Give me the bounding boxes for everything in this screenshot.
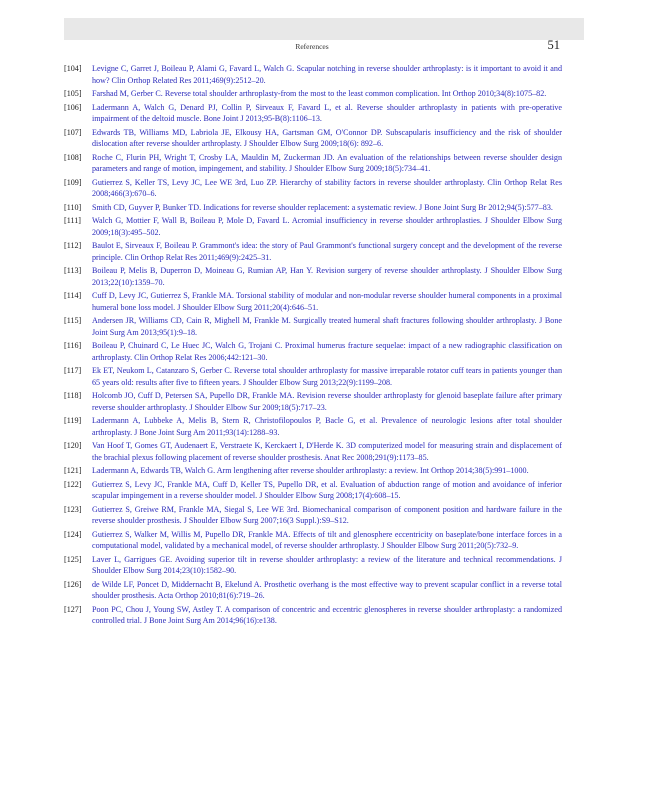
reference-entry — [64, 390, 562, 413]
reference-citation-link[interactable]: Andersen JR, Williams CD, Cain R, Mighell M, Frankle M. Surgically treated humeral shaft fractures following shoulder arthroplasty. J Bone Joint Surg Am 2013;95(1):9–18. — [92, 316, 562, 337]
reference-entry — [64, 152, 562, 175]
reference-number: [121] — [64, 466, 82, 475]
reference-number: [120] — [64, 441, 82, 450]
reference-number: [107] — [64, 127, 82, 137]
reference-entry — [64, 63, 562, 86]
reference-entry — [64, 315, 562, 338]
reference-citation-link[interactable]: Ladermann A, Edwards TB, Walch G. Arm lengthening after reverse shoulder arthroplasty: a review. Int Orthop 2014;38(5):991–1000. — [92, 466, 529, 475]
reference-entry — [64, 529, 562, 552]
reference-citation-link[interactable]: Gutierrez S, Greiwe RM, Frankle MA, Siegal S, Lee WE 3rd. Biomechanical comparison of component position and hardware failure in the reverse shoulder prosthesis. J Shoulder Elbow Surg 2007;16(3 Suppl.):S9–S12. — [92, 504, 562, 525]
reference-number: [125] — [64, 554, 82, 564]
reference-entry — [64, 340, 562, 363]
reference-entry — [64, 88, 562, 100]
reference-citation-link[interactable]: Cuff D, Levy JC, Gutierrez S, Frankle MA. Torsional stability of modular and non-modular reverse shoulder humeral components in a proximal humeral bone loss model. J Shoulder Elbow Surg 2011;20(4):646–51. — [92, 291, 562, 312]
reference-citation-link[interactable]: Boileau P, Chuinard C, Le Huec JC, Walch G, Trojani C. Proximal humerus fracture sequelae: impact of a new radiographic classification on arthroplasty. Clin Orthop Relat Res 2006;442:121–30. — [92, 341, 562, 362]
section-title: References — [295, 42, 329, 51]
reference-number: [112] — [64, 241, 82, 250]
reference-citation-link[interactable]: Gutierrez S, Levy JC, Frankle MA, Cuff D, Keller TS, Pupello DR, et al. Evaluation of abduction range of motion and avoidance of inferior scapular impingement in a reverse shoulder model. J Shoulder Elbow Surg 2008;17(4):608–15. — [92, 479, 562, 500]
reference-citation-link[interactable]: Levigne C, Garret J, Boileau P, Alami G, Favard L, Walch G. Scapular notching in reverse shoulder arthroplasty: is it important to avoid it and how? Clin Orthop Related Res 2011;469(9):2512–20. — [92, 64, 562, 85]
reference-entry — [64, 127, 562, 150]
reference-entry — [64, 202, 562, 214]
page-number: 51 — [547, 38, 560, 52]
reference-number: [124] — [64, 529, 82, 539]
reference-entry — [64, 415, 562, 438]
reference-entry — [64, 290, 562, 313]
reference-number: [114] — [64, 291, 82, 300]
reference-citation-link[interactable]: de Wilde LF, Poncet D, Middernacht B, Ekelund A. Prosthetic overhang is the most effective way to prevent scapular conflict in a reverse total shoulder prosthesis. Acta Orthop 2010;81(6):719–26. — [92, 579, 562, 600]
reference-number: [122] — [64, 479, 82, 489]
reference-number: [106] — [64, 102, 82, 112]
reference-citation-link[interactable]: Edwards TB, Williams MD, Labriola JE, Elkousy HA, Gartsman GM, O'Connor DP. Subscapularis insufficiency and the risk of shoulder dislocation after reverse shoulder arthroplasty. J Shoulder Elbow Surg 2009;18(6): 892–6. — [92, 127, 562, 148]
reference-citation-link[interactable]: Gutierrez S, Keller TS, Levy JC, Lee WE 3rd, Luo ZP. Hierarchy of stability factors in reverse shoulder arthroplasty. Clin Orthop Relat Res 2008;466(3):670–6. — [92, 177, 562, 198]
reference-number: [110] — [64, 202, 82, 212]
reference-entry — [64, 440, 562, 463]
reference-number: [111] — [64, 216, 81, 225]
reference-entry — [64, 465, 562, 477]
page-header — [64, 38, 560, 54]
reference-number: [105] — [64, 89, 82, 98]
reference-number: [108] — [64, 152, 82, 162]
reference-number: [113] — [64, 266, 82, 275]
reference-entry — [64, 479, 562, 502]
reference-number: [119] — [64, 416, 82, 425]
reference-citation-link[interactable]: Roche C, Flurin PH, Wright T, Crosby LA, Mauldin M, Zuckerman JD. An evaluation of the relationships between reverse shoulder design parameters and range of motion, impingement, and stability. J Shoulder Elbow Surg 2009;18(5):734–41. — [92, 152, 562, 173]
reference-citation-link[interactable]: Ladermann A, Lubbeke A, Melis B, Stern R, Christofilopoulos P, Bacle G, et al. Prevalence of neurologic lesions after total shoulder arthroplasty. J Bone Joint Surg Am 2011;93(14):1288–93. — [92, 416, 562, 437]
reference-list — [64, 63, 562, 629]
reference-number: [117] — [64, 366, 82, 375]
reference-citation-link[interactable]: Holcomb JO, Cuff D, Petersen SA, Pupello DR, Frankle MA. Revision reverse shoulder arthroplasty for glenoid baseplate failure after primary reverse shoulder arthroplasty. J Shoulder Elbow Sur 2009;18(5):717–23. — [92, 391, 562, 412]
reference-entry — [64, 215, 562, 238]
reference-citation-link[interactable]: Smith CD, Guyver P, Bunker TD. Indications for reverse shoulder replacement: a systematic review. J Bone Joint Surg Br 2012;94(5):577–83. — [92, 202, 553, 212]
reference-entry — [64, 365, 562, 388]
reference-number: [127] — [64, 604, 82, 614]
reference-entry — [64, 554, 562, 577]
reference-entry — [64, 102, 562, 125]
reference-entry — [64, 177, 562, 200]
reference-number: [116] — [64, 341, 82, 350]
reference-citation-link[interactable]: Ek ET, Neukom L, Catanzaro S, Gerber C. Reverse total shoulder arthroplasty for massive irreparable rotator cuff tears in patients younger than 65 years old: results after five to fifteen years. J Shoulder Elbow Surg 2013;22(9):1199–208. — [92, 366, 562, 387]
reference-number: [104] — [64, 64, 82, 73]
reference-number: [118] — [64, 391, 82, 400]
reference-entry — [64, 240, 562, 263]
reference-number: [126] — [64, 579, 82, 589]
header-band — [64, 18, 584, 40]
reference-entry — [64, 504, 562, 527]
reference-citation-link[interactable]: Ladermann A, Walch G, Denard PJ, Collin P, Sirveaux F, Favard L, et al. Reverse shoulder arthroplasty in patients with pre-operative impairment of the deltoid muscle. Bone Joint J 2013;95-B(8):1106–13. — [92, 102, 562, 123]
reference-entry — [64, 604, 562, 627]
reference-citation-link[interactable]: Baulot E, Sirveaux F, Boileau P. Grammont's idea: the story of Paul Grammont's functional surgery concept and the development of the reverse principle. Clin Orthop Relat Res 2011;469(9):2425–31. — [92, 241, 562, 262]
reference-entry — [64, 265, 562, 288]
reference-number: [109] — [64, 177, 82, 187]
reference-citation-link[interactable]: Poon PC, Chou J, Young SW, Astley T. A comparison of concentric and eccentric glenospheres in reverse shoulder arthroplasty: a randomized controlled trial. J Bone Joint Surg Am 2014;96(16):e138. — [92, 604, 562, 625]
reference-entry — [64, 579, 562, 602]
reference-number: [115] — [64, 316, 82, 325]
reference-citation-link[interactable]: Farshad M, Gerber C. Reverse total shoulder arthroplasty-from the most to the least common complication. Int Orthop 2010;34(8):1075–82. — [92, 89, 547, 98]
reference-number: [123] — [64, 504, 82, 514]
reference-citation-link[interactable]: Walch G, Mottier F, Wall B, Boileau P, Mole D, Favard L. Acromial insufficiency in reverse shoulder arthroplasties. J Shoulder Elbow Surg 2009;18(3):495–502. — [92, 216, 562, 237]
reference-citation-link[interactable]: Van Hoof T, Gomes GT, Audenaert E, Verstraete K, Kerckaert I, D'Herde K. 3D computerized model for measuring strain and displacement of the brachial plexus following placement of reverse shoulder prosthesis. Anat Rec 2008;291(9):1173–85. — [92, 441, 562, 462]
reference-citation-link[interactable]: Boileau P, Melis B, Duperron D, Moineau G, Rumian AP, Han Y. Revision surgery of reverse shoulder arthroplasty. J Shoulder Elbow Surg 2013;22(10):1359–70. — [92, 266, 562, 287]
reference-citation-link[interactable]: Laver L, Garrigues GE. Avoiding superior tilt in reverse shoulder arthroplasty: a review of the literature and technical recommendations. J Shoulder Elbow Surg 2014;23(10):1582–90. — [92, 554, 562, 575]
reference-citation-link[interactable]: Gutierrez S, Walker M, Willis M, Pupello DR, Frankle MA. Effects of tilt and glenosphere eccentricity on baseplate/bone interface forces in a computational model, validated by a mechanical model, of reverse shoulder arthroplasty. J Shoulder Elbow Surg 2011;20(5):732–9. — [92, 529, 562, 550]
